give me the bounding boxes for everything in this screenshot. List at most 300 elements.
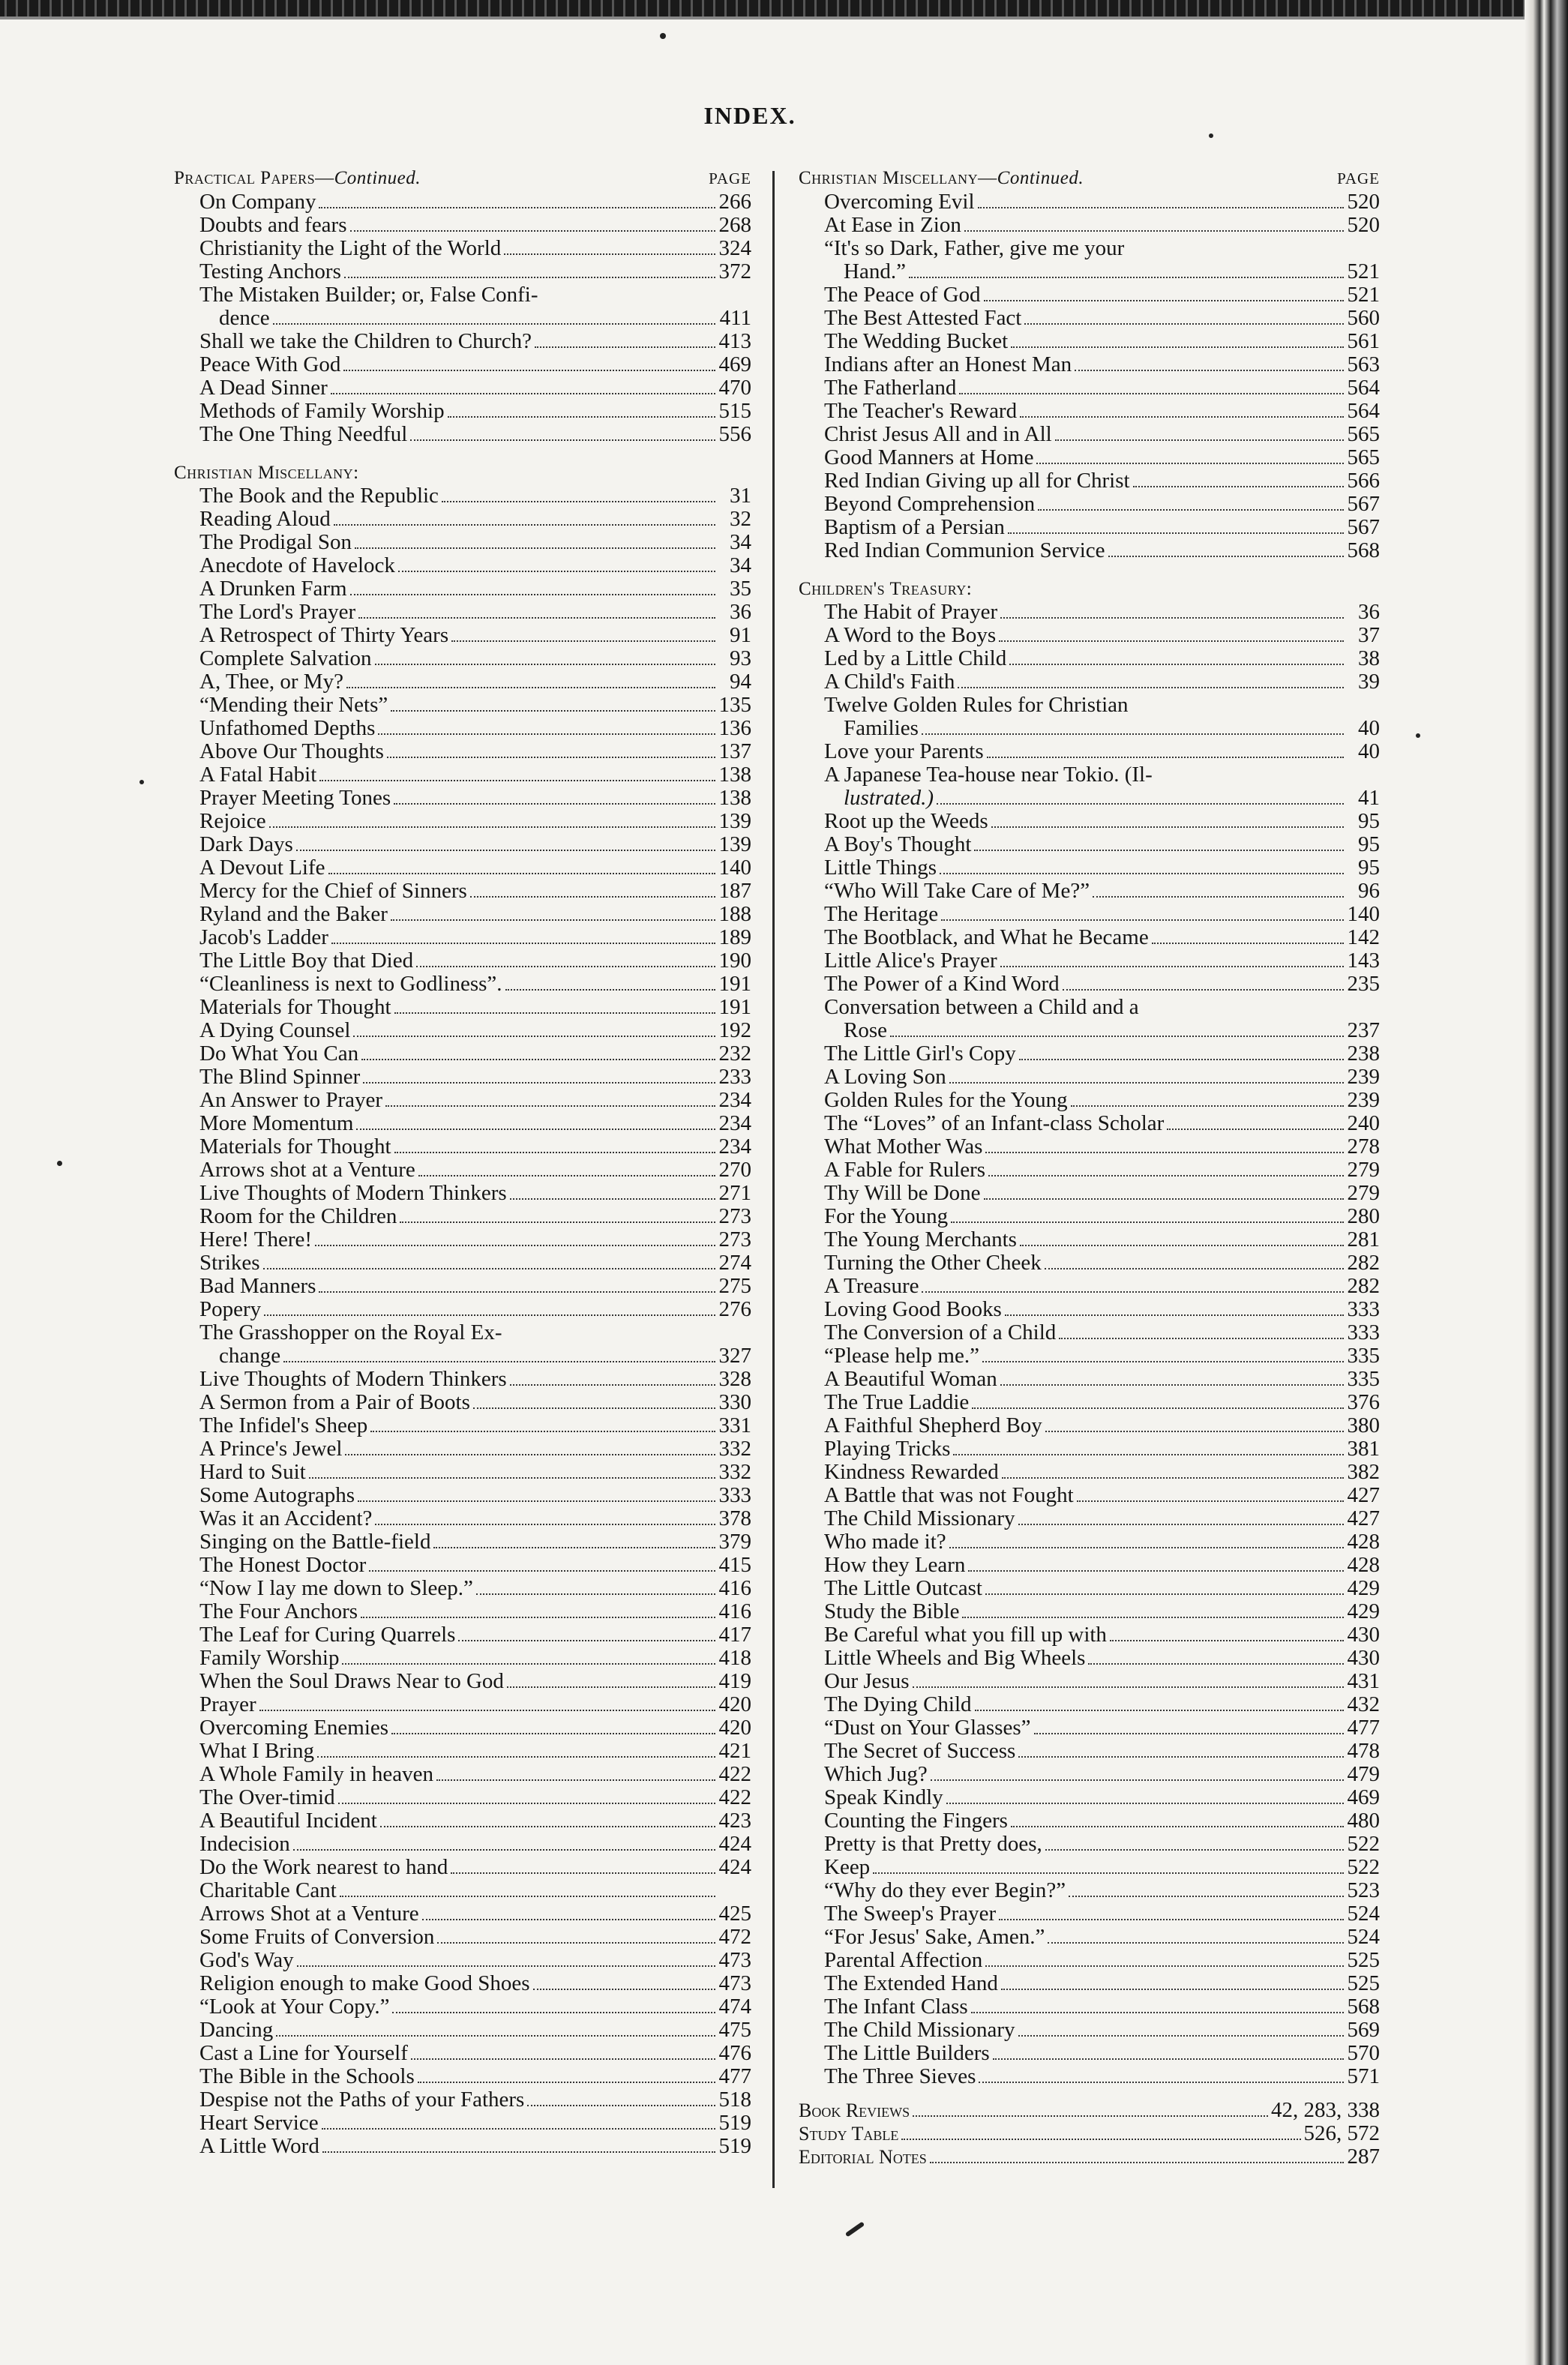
leader-dots (1018, 1756, 1344, 1758)
entry-page: 520 (1347, 190, 1380, 214)
leader-dots (1000, 1384, 1344, 1386)
leader-dots (984, 1198, 1344, 1200)
entry-page: 192 (718, 1018, 751, 1042)
index-entry (174, 1995, 751, 2019)
index-entry (174, 400, 751, 423)
index-entry (174, 694, 751, 717)
entry-title: Be Careful what you fill up with (824, 1623, 1107, 1647)
leader-dots (1020, 1245, 1344, 1246)
leader-dots (380, 1826, 715, 1827)
index-entry (799, 1995, 1380, 2019)
entry-page: 328 (718, 1367, 751, 1391)
leader-dots (993, 2058, 1344, 2060)
entry-page: 476 (718, 2041, 751, 2065)
entry-page: 279 (1347, 1181, 1380, 1205)
entry-title: Arrows shot at a Venture (199, 1158, 415, 1182)
entry-page: 234 (718, 1088, 751, 1112)
index-entry (174, 1530, 751, 1554)
entry-page: 470 (718, 376, 751, 400)
leader-dots (940, 873, 1344, 874)
index-entry (799, 1972, 1380, 1995)
leader-dots (1093, 896, 1344, 898)
entry-page: 138 (718, 786, 751, 810)
top-border-underline (0, 16, 1530, 19)
entry-title: Charitable Cant (199, 1878, 337, 1902)
leader-dots (458, 1640, 715, 1641)
index-entry (174, 1089, 751, 1112)
entry-page: 36 (1358, 600, 1380, 624)
entry-title: Which Jug? (824, 1762, 928, 1786)
index-entry (799, 2042, 1380, 2065)
entry-title: The Best Attested Fact (824, 306, 1022, 330)
entry-title: Root up the Weeds (824, 809, 988, 833)
index-entry (799, 1833, 1380, 1856)
leader-dots (375, 664, 715, 665)
entry-page: 429 (1347, 1599, 1380, 1623)
entry-page: 39 (1358, 670, 1380, 694)
entry-page: 425 (718, 1902, 751, 1926)
section-header (174, 166, 751, 190)
entry-title: Cast a Line for Yourself (199, 2041, 408, 2065)
entry-title: The Prodigal Son (199, 530, 352, 554)
leader-dots (361, 1617, 715, 1618)
entry-page: 381 (1347, 1437, 1380, 1461)
entry-title: “Why do they ever Begin?” (824, 1878, 1066, 1902)
entry-page: 275 (718, 1274, 751, 1298)
page-column-label: PAGE (709, 169, 751, 187)
entry-page: 480 (1347, 1809, 1380, 1833)
entry-page: 41 (1358, 786, 1380, 810)
index-entry (174, 856, 751, 880)
leader-dots (951, 1221, 1344, 1223)
leader-dots (442, 501, 715, 502)
leader-dots (338, 1803, 715, 1804)
entry-page: 95 (1358, 832, 1380, 856)
entry-title: “Mending their Nets” (199, 693, 388, 717)
entry-title: “Please help me.” (824, 1344, 979, 1368)
entry-page: 524 (1347, 1902, 1380, 1926)
entry-title: What I Bring (199, 1739, 315, 1763)
entry-title: The Book and the Republic (199, 484, 439, 508)
index-entry (799, 1600, 1380, 1623)
entry-title: An Answer to Prayer (199, 1088, 383, 1112)
index-entry (799, 647, 1380, 670)
index-entry (174, 1205, 751, 1228)
index-entry (799, 1740, 1380, 1763)
entry-title: Family Worship (199, 1646, 340, 1670)
entry-page: 191 (718, 972, 751, 996)
index-entry (174, 283, 751, 330)
entry-page: 187 (718, 879, 751, 903)
entry-title: Baptism of a Persian (824, 515, 1005, 539)
entry-page: 420 (718, 1692, 751, 1716)
entry-title: Conversation between a Child and a (824, 995, 1139, 1019)
index-entry (174, 2112, 751, 2135)
index-entry (174, 1437, 751, 1461)
leader-dots (276, 2035, 715, 2037)
index-entry (799, 996, 1380, 1042)
entry-title: Counting the Fingers (824, 1809, 1008, 1833)
entry-title: A Word to the Boys (824, 623, 997, 647)
entry-title-cont: lustrated.) (844, 786, 934, 810)
leader-dots (999, 640, 1344, 642)
entry-page: 281 (1347, 1227, 1380, 1251)
leader-dots (913, 1686, 1344, 1688)
index-entry (799, 1577, 1380, 1600)
index-entry (799, 423, 1380, 446)
index-entry (174, 237, 751, 260)
entry-title-cont: Rose (844, 1018, 887, 1042)
leader-dots (1088, 1663, 1344, 1665)
leader-dots (1011, 346, 1344, 348)
index-entry (799, 740, 1380, 763)
entry-title: Red Indian Communion Service (824, 538, 1105, 562)
leader-dots (273, 323, 715, 325)
entry-title: “Cleanliness is next to Godliness”. (199, 972, 502, 996)
leader-dots (968, 1570, 1344, 1572)
leader-dots (331, 393, 715, 394)
entry-continuation (824, 787, 1380, 810)
entry-page: 235 (1347, 972, 1380, 996)
entry-title: More Momentum (199, 1111, 354, 1135)
entry-title: Speak Kindly (824, 1785, 943, 1809)
leader-dots (985, 1152, 1344, 1153)
index-entry (174, 647, 751, 670)
entry-page: 526, 572 (1303, 2121, 1380, 2145)
leader-dots (470, 896, 715, 898)
index-entry (799, 1554, 1380, 1577)
leader-dots (451, 1872, 715, 1874)
leader-dots (974, 850, 1344, 851)
entry-title: A Retrospect of Thirty Years (199, 623, 449, 647)
leader-dots (309, 1477, 715, 1479)
index-entry-major (799, 2099, 1380, 2122)
leader-dots (975, 1710, 1344, 1711)
index-entry (174, 740, 751, 763)
entry-page: 333 (718, 1483, 751, 1507)
leader-dots (507, 1686, 715, 1688)
entry-title: Above Our Thoughts (199, 739, 384, 763)
entry-page: 418 (718, 1646, 751, 1670)
index-entry (174, 1414, 751, 1437)
entry-title: A Beautiful Incident (199, 1809, 377, 1833)
entry-title: Arrows Shot at a Venture (199, 1902, 419, 1926)
leader-dots (391, 710, 715, 712)
leader-dots (340, 1896, 715, 1897)
entry-page: 521 (1347, 259, 1380, 283)
entry-page: 567 (1347, 515, 1380, 539)
entry-title: Led by a Little Child (824, 646, 1007, 670)
index-entry (799, 1391, 1380, 1414)
entry-page: 520 (1347, 213, 1380, 237)
index-entry (799, 1693, 1380, 1716)
index-entry (799, 539, 1380, 562)
entry-page: 333 (1347, 1297, 1380, 1321)
leader-dots (1075, 370, 1344, 371)
index-entry (799, 1809, 1380, 1833)
leader-dots (394, 1012, 715, 1014)
index-entry (174, 1786, 751, 1809)
leader-dots (342, 1663, 715, 1665)
entry-page: 142 (1347, 925, 1380, 949)
entry-page: 380 (1347, 1413, 1380, 1437)
entry-page: 136 (718, 716, 751, 740)
index-entry (174, 190, 751, 214)
entry-title: Red Indian Giving up all for Christ (824, 469, 1130, 493)
index-entry (799, 353, 1380, 376)
entry-page: 566 (1347, 469, 1380, 493)
leader-dots (1036, 463, 1344, 464)
entry-page: 31 (730, 484, 751, 508)
index-entry (799, 1879, 1380, 1902)
leader-dots (901, 2139, 1300, 2140)
index-entry (799, 376, 1380, 400)
index-entry (174, 1809, 751, 1833)
entry-page: 478 (1347, 1739, 1380, 1763)
leader-dots (1005, 1314, 1344, 1316)
index-entry (174, 1926, 751, 1949)
leader-dots (913, 2115, 1268, 2117)
index-entry (174, 1298, 751, 1321)
entry-title: A Beautiful Woman (824, 1367, 997, 1391)
leader-dots (1019, 1059, 1344, 1060)
entry-title: “Now I lay me down to Sleep.” (199, 1576, 473, 1600)
leader-dots (422, 1919, 715, 1920)
entry-title: Our Jesus (824, 1669, 910, 1693)
entry-title: Beyond Comprehension (824, 492, 1036, 516)
index-entry (174, 810, 751, 833)
leader-dots (962, 1617, 1344, 1618)
leader-dots (1063, 989, 1344, 991)
index-entry (799, 1926, 1380, 1949)
leader-dots (451, 640, 715, 642)
entry-page: 332 (718, 1460, 751, 1484)
index-entry (799, 1670, 1380, 1693)
leader-dots (343, 370, 715, 371)
index-entry (799, 903, 1380, 926)
entry-title: Thy Will be Done (824, 1181, 981, 1205)
index-entry (799, 1344, 1380, 1368)
leader-dots (350, 230, 715, 232)
entry-page: 139 (718, 832, 751, 856)
entry-title: Was it an Accident? (199, 1506, 373, 1530)
section-gap (799, 2088, 1380, 2099)
entry-title: The Secret of Success (824, 1739, 1016, 1763)
entry-page: 238 (1347, 1042, 1380, 1066)
index-entry (174, 1856, 751, 1879)
entry-title: The Conversion of a Child (824, 1320, 1057, 1344)
leader-dots (533, 1989, 715, 1990)
index-entry (799, 694, 1380, 740)
entry-title: Loving Good Books (824, 1297, 1002, 1321)
entry-continuation (824, 260, 1380, 283)
entry-page: 38 (1358, 646, 1380, 670)
index-entry (799, 1298, 1380, 1321)
entry-title: The Honest Doctor (199, 1553, 367, 1577)
section-name: Christian Miscellany—Continued. (799, 168, 1084, 188)
entry-page: 430 (1347, 1646, 1380, 1670)
entry-title: A Drunken Farm (199, 577, 347, 601)
entry-title: Live Thoughts of Modern Thinkers (199, 1367, 507, 1391)
entry-title: Unfathomed Depths (199, 716, 376, 740)
entry-title: Prayer (199, 1692, 256, 1716)
index-entry (799, 1647, 1380, 1670)
leader-dots (527, 2105, 715, 2106)
leader-dots (999, 1919, 1344, 1920)
entry-page: 34 (730, 530, 751, 554)
leader-dots (985, 1965, 1344, 1967)
leader-dots (476, 1593, 715, 1595)
entry-title: Popery (199, 1297, 262, 1321)
index-entry (799, 973, 1380, 996)
leader-dots (369, 1570, 715, 1572)
leader-dots (394, 803, 715, 805)
index-entry (174, 214, 751, 237)
leader-dots (909, 277, 1344, 278)
leader-dots (411, 2058, 715, 2060)
entry-page: 232 (718, 1042, 751, 1066)
section-name-continued: Continued. (334, 168, 421, 188)
entry-page: 240 (1347, 1111, 1380, 1135)
entry-page: 234 (718, 1135, 751, 1159)
ink-speck (139, 780, 144, 784)
index-entry (799, 1368, 1380, 1391)
leader-dots (1133, 486, 1344, 487)
entry-title: Study the Bible (824, 1599, 960, 1623)
entry-page: 519 (718, 2134, 751, 2158)
entry-page: 335 (1347, 1344, 1380, 1368)
entry-page: 420 (718, 1716, 751, 1740)
leader-dots (264, 1314, 715, 1316)
index-entry (174, 1740, 751, 1763)
index-entry (174, 1066, 751, 1089)
section-header (799, 166, 1380, 190)
entry-page: 417 (718, 1623, 751, 1647)
leader-dots (1024, 323, 1344, 325)
entry-page: 524 (1347, 1925, 1380, 1949)
leader-dots (505, 989, 715, 991)
index-entry (174, 423, 751, 446)
entry-page: 91 (730, 623, 751, 647)
entry-page: 571 (1347, 2064, 1380, 2088)
entry-title: The Extended Hand (824, 1971, 998, 1995)
index-entry (174, 717, 751, 740)
entry-title: The Little Girl's Copy (824, 1042, 1016, 1066)
leader-dots (334, 524, 715, 526)
entry-page: 190 (718, 949, 751, 973)
index-entry (799, 1763, 1380, 1786)
entry-title: The Blind Spinner (199, 1065, 361, 1089)
entry-continuation (824, 1019, 1380, 1042)
entry-title: A Fable for Rulers (824, 1158, 986, 1182)
index-entry (174, 353, 751, 376)
section-name: Practical Papers—Continued. (174, 168, 421, 188)
index-entry (799, 1251, 1380, 1275)
entry-page: 473 (718, 1948, 751, 1972)
entry-title: Indians after an Honest Man (824, 352, 1072, 376)
entry-title: The Dying Child (824, 1692, 972, 1716)
entry-title: The Bible in the Schools (199, 2064, 415, 2088)
entry-page: 239 (1347, 1088, 1380, 1112)
ink-mark (845, 2222, 865, 2238)
index-entry (174, 833, 751, 856)
page-title: INDEX. (703, 102, 796, 129)
entry-title: The Four Anchors (199, 1599, 358, 1623)
entry-title: Ryland and the Baker (199, 902, 388, 926)
leader-dots (946, 1803, 1344, 1804)
entry-title: The Little Outcast (824, 1576, 982, 1600)
entry-page: 273 (718, 1204, 751, 1228)
leader-dots (982, 1361, 1344, 1362)
entry-title: Keep (824, 1855, 871, 1879)
entry-page: 276 (718, 1297, 751, 1321)
entry-page: 135 (718, 693, 751, 717)
entry-title: Turning the Other Cheek (824, 1251, 1042, 1275)
entry-page: 324 (718, 236, 751, 260)
index-entry (799, 330, 1380, 353)
entry-title: The Infant Class (824, 1995, 968, 2019)
entry-page: 525 (1347, 1948, 1380, 1972)
entry-title: Do What You Can (199, 1042, 359, 1066)
entry-title: A Battle that was not Fought (824, 1483, 1074, 1507)
entry-page: 271 (718, 1181, 751, 1205)
entry-title: Shall we take the Children to Church? (199, 329, 532, 353)
index-entry (174, 670, 751, 694)
entry-title: Good Manners at Home (824, 445, 1034, 469)
entry-page: 34 (730, 553, 751, 577)
leader-dots (953, 1454, 1344, 1455)
leader-dots (375, 1524, 715, 1525)
index-entry (174, 1112, 751, 1135)
leader-dots (937, 803, 1344, 805)
entry-title: The Lord's Prayer (199, 600, 356, 624)
entry-page: 266 (718, 190, 751, 214)
entry-page: 279 (1347, 1158, 1380, 1182)
leader-dots (361, 1059, 715, 1060)
entry-page: 372 (718, 259, 751, 283)
index-entry (174, 1972, 751, 1995)
entry-title: Anecdote of Havelock (199, 553, 395, 577)
leader-dots (416, 966, 715, 967)
leader-dots (988, 1175, 1344, 1177)
entry-title: Mercy for the Chief of Sinners (199, 879, 467, 903)
index-entry (174, 1577, 751, 1600)
leader-dots (433, 1547, 715, 1548)
entry-page: 525 (1347, 1971, 1380, 1995)
entry-page: 413 (718, 329, 751, 353)
leader-dots (322, 2151, 715, 2153)
entry-page: 416 (718, 1576, 751, 1600)
index-entry (174, 1321, 751, 1368)
entry-page: 477 (1347, 1716, 1380, 1740)
leader-dots (1045, 1268, 1344, 1269)
index-entry (174, 1368, 751, 1391)
entry-page: 474 (718, 1995, 751, 2019)
leader-dots (1152, 943, 1344, 944)
entry-page: 469 (1347, 1785, 1380, 1809)
leader-dots (400, 1221, 715, 1223)
entry-title: Rejoice (199, 809, 266, 833)
section-gap (174, 446, 751, 457)
entry-title: A Japanese Tea-house near Tokio. (Il- (824, 763, 1153, 787)
page-edge-binding (1525, 0, 1568, 2365)
leader-dots (1034, 1733, 1345, 1734)
leader-dots (931, 1779, 1344, 1781)
entry-page: 335 (1347, 1367, 1380, 1391)
leader-dots (353, 1036, 715, 1037)
entry-page: 565 (1347, 445, 1380, 469)
entry-page: 327 (718, 1344, 751, 1368)
